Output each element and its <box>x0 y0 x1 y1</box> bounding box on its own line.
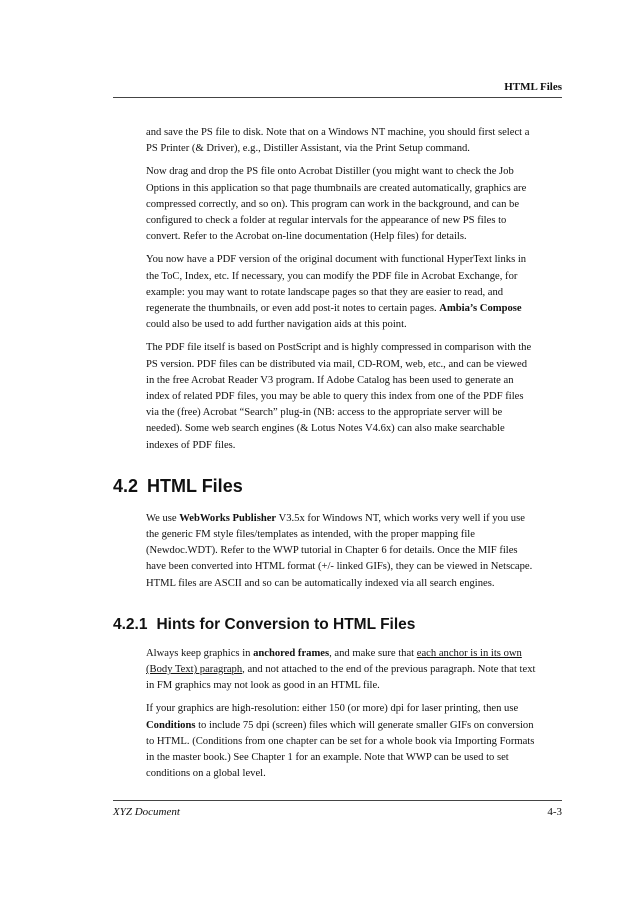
paragraph-text: The PDF file itself is based on PostScript and is highly compressed in comparison with the PS version. PDF files can be distributed via mail, CD-ROM, web, etc., and can be viewed in the free Acrobat Reader V3 program. If Adobe Catalog has been used to generate an index of related PDF files, you may be able to query this index from one of the PDF files via the (free) Acrobat “Search” plug-in (NB: access to the appropriate server will be needed). Some web search engines (& Lotus Notes V4.6x) can also make searchable indexes of PDF files. <box>146 342 532 451</box>
paragraph-text: and save the PS file to disk. Note that on a Windows NT machine, you should first select a PS Printer (& Driver), e.g., Distiller Assistant, via the Print Setup command. <box>146 127 530 155</box>
bold-term-conditions: Conditions <box>146 719 196 731</box>
section-title: Hints for Conversion to HTML Files <box>156 615 416 633</box>
section-number: 4.2.1 <box>113 615 148 633</box>
footer-page-number: 4-3 <box>547 806 562 818</box>
footer-rule <box>113 800 562 801</box>
paragraph-text: could also be used to add further navigation aids at this point. <box>146 319 407 331</box>
paragraph-high-resolution <box>146 701 536 782</box>
paragraph-text: Now drag and drop the PS file onto Acrobat Distiller (you might want to check the Job Options in this application so that page thumbnails are created automatically, graphics are compressed correctly, and so on). This program can work in the background, and can be configured to check a folder at regular intervals for the appearance of new PS files to convert. Refer to the Acrobat on-line documentation (Help files) for details. <box>146 166 527 243</box>
running-header-title: HTML Files <box>504 81 562 93</box>
paragraph-text: to include 75 dpi (screen) files which will generate smaller GIFs on conversion to HTML. (Conditions from one chapter can be set for a whole book via Importing Formats in the master book.) See Chapter 1 for an example. Note that WWP can be used to set conditions on a global level. <box>146 719 535 780</box>
paragraph-text: , and make sure that <box>329 647 417 659</box>
paragraph-pdf-file <box>146 340 536 453</box>
page-content <box>113 125 536 790</box>
paragraph-distiller <box>146 164 536 245</box>
bold-term-ambias-compose: Ambia’s Compose <box>439 303 522 315</box>
footer-document-name: XYZ Document <box>113 806 180 818</box>
paragraph-text: If your graphics are high-resolution: either 150 (or more) dpi for laser printing, then use <box>146 703 519 715</box>
paragraph-save-ps <box>146 125 536 157</box>
paragraph-anchored-frames <box>146 646 536 695</box>
paragraph-pdf-version <box>146 252 536 333</box>
paragraph-webworks <box>146 511 536 592</box>
paragraph-text: We use <box>146 512 180 524</box>
paragraph-text: , and not attached to the end of the previous paragraph. Note that text in FM graphics may not look as good in an HTML file. <box>146 664 536 692</box>
section-heading-4-2 <box>113 476 536 497</box>
section-heading-4-2-1 <box>113 616 536 634</box>
underlined-phrase: each anchor is in its own (Body Text) paragraph <box>146 647 522 676</box>
bold-term-webworks: WebWorks Publisher <box>179 512 277 524</box>
section-title: HTML Files <box>147 475 243 496</box>
header-rule <box>113 97 562 98</box>
paragraph-text: Always keep graphics in <box>146 647 254 659</box>
section-number: 4.2 <box>113 475 139 496</box>
paragraph-text: V3.5x for Windows NT, which works very well if you use the generic FM style files/templates as intended, with the proper mapping file (Newdoc.WDT). Refer to the WWP tutorial in Chapter 6 for details. Once the MIF files have been converted into HTML format (+/- linked GIFs), they can be viewed in Netscape. HTML files are ASCII and so can be automatically indexed via all search engines. <box>146 512 533 589</box>
paragraph-text: You now have a PDF version of the original document with functional HyperText links in the ToC, Index, etc. If necessary, you can modify the PDF file in Acrobat Exchange, for example: you may want to rotate landscape pages so that they are easier to read, and regenerate the thumbnails, or even add post-it notes to certain pages. <box>146 254 527 315</box>
bold-term-anchored-frames: anchored frames <box>253 647 330 659</box>
